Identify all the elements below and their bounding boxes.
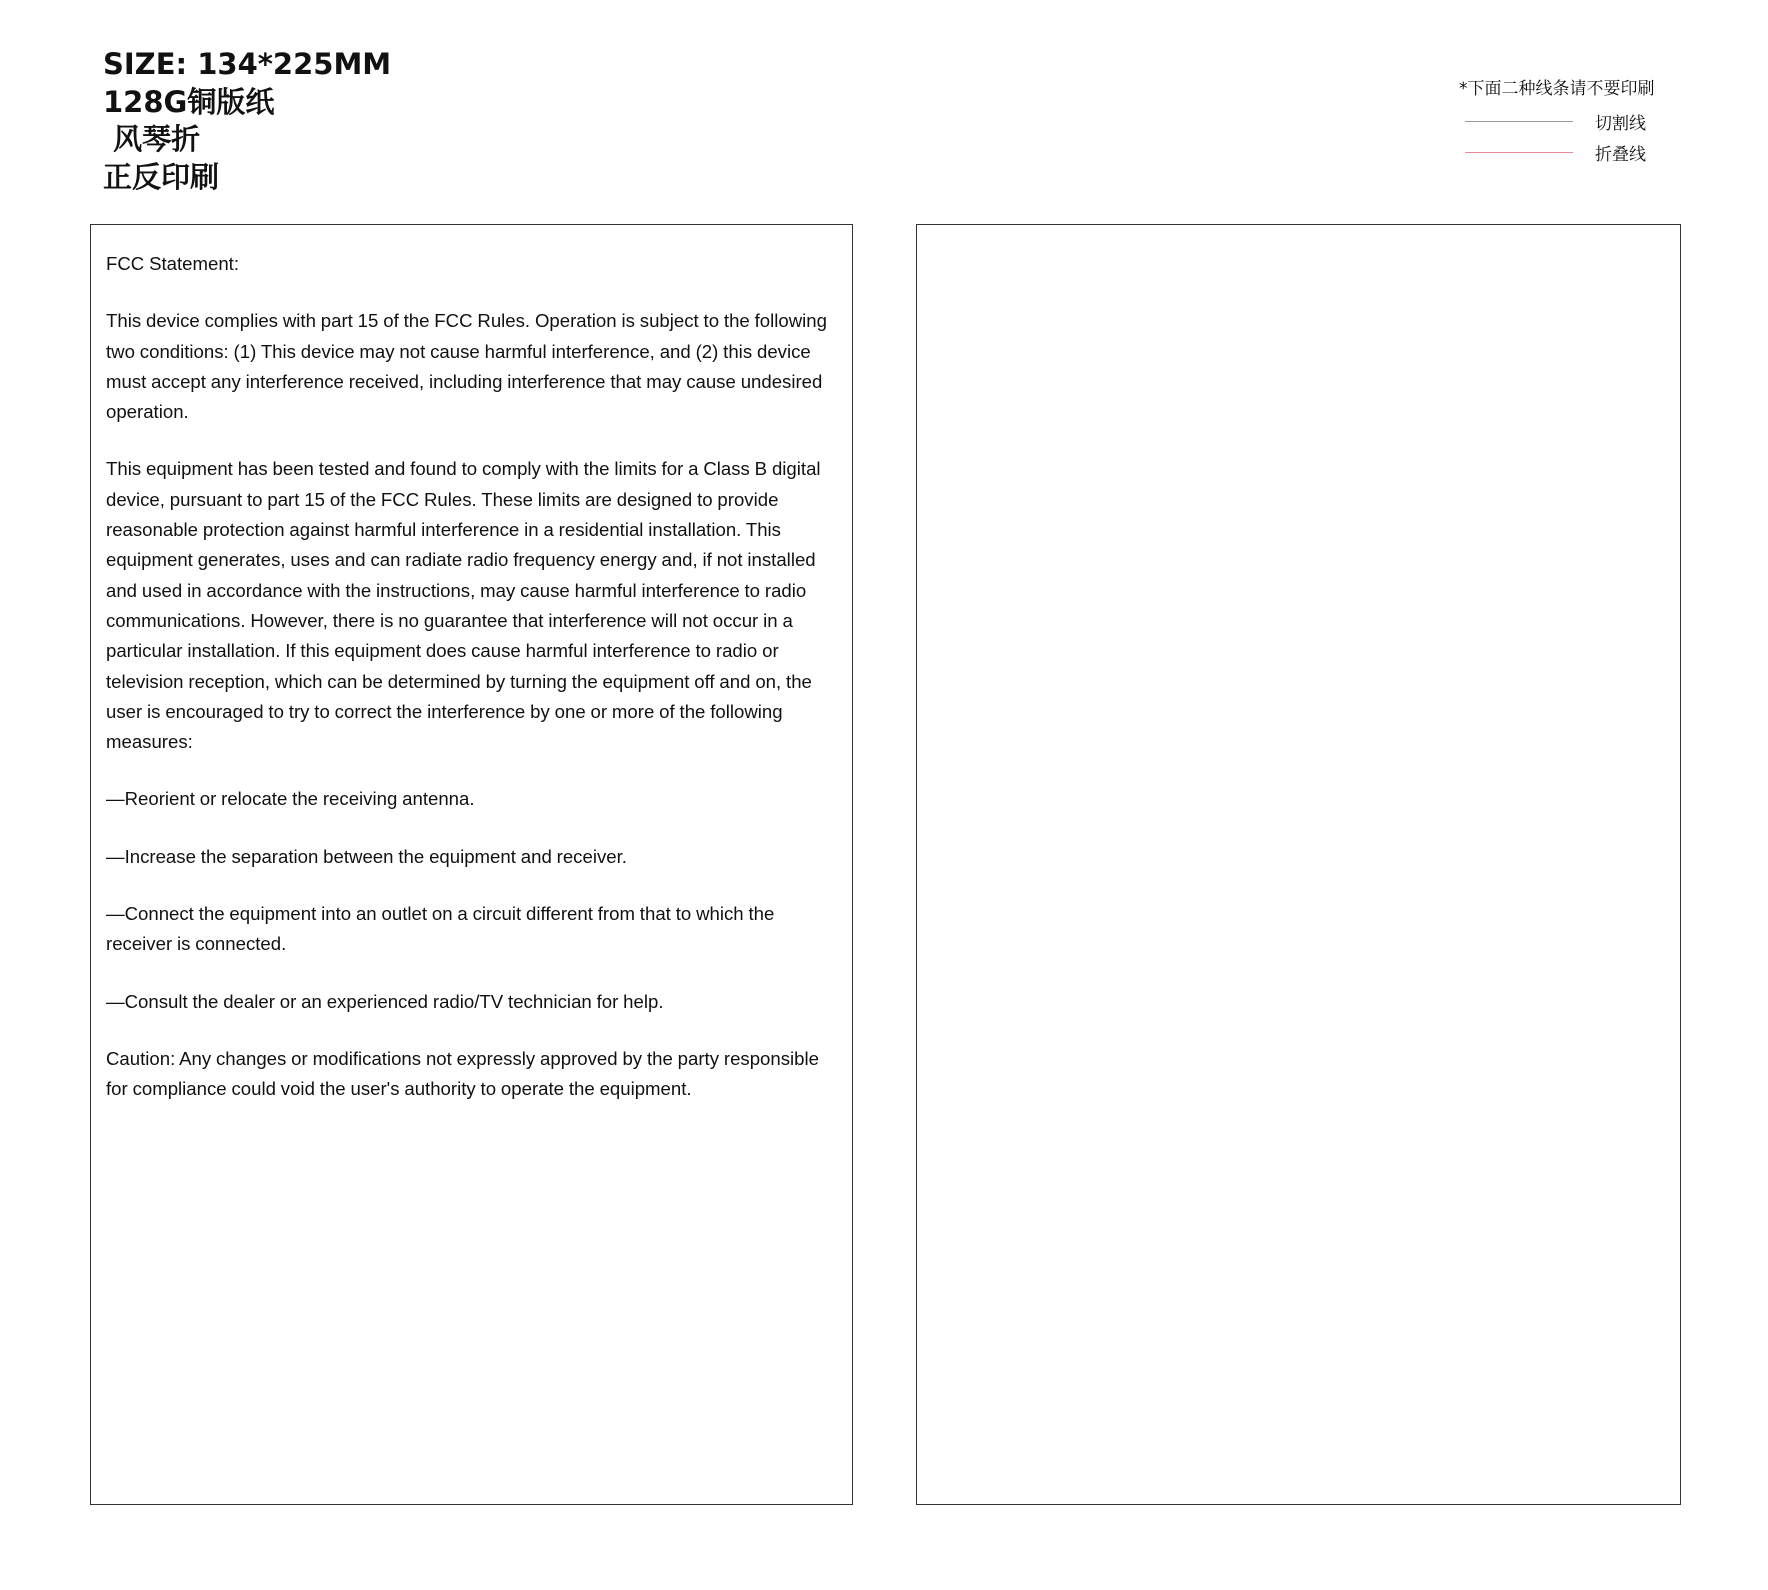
cut-line-sample <box>1465 121 1573 122</box>
cut-line-label: 切割线 <box>1595 114 1646 134</box>
right-panel <box>916 224 1681 1505</box>
spec-print: 正反印刷 <box>103 159 220 194</box>
legend-note: *下面二种线条请不要印刷 <box>1459 79 1655 99</box>
fcc-title: FCC Statement: <box>106 253 239 274</box>
fold-line-label: 折叠线 <box>1595 145 1646 165</box>
left-panel <box>90 224 853 1505</box>
fcc-caution: Caution: Any changes or modifications not expressly approved by the party responsible for compliance could void the user's authority to operate the equipment. <box>106 1047 819 1100</box>
fcc-measure-separation: —Increase the separation between the equipment and receiver. <box>106 845 627 867</box>
fcc-paragraph-class-b: This equipment has been tested and found to comply with the limits for a Class B digital device, pursuant to part 15 of the FCC Rules. These limits are designed to provide reasonable protection against harmful interference in a residential installation. This equipment generates, uses and can radiate radio frequency energy and, if not installed and used in accordance with the instructions, may cause harmful interference to radio communications. However, there is no guarantee that interference will not occur in a particular installation. If this equipment does cause harmful interference to radio or television reception, which can be determined by turning the equipment off and on, the user is encouraged to try to correct the interference by one or more of the following measures: <box>106 458 821 753</box>
spec-size: SIZE: 134*225MM <box>103 47 392 81</box>
legend-cut-line <box>1465 109 1665 134</box>
fcc-measure-outlet: —Connect the equipment into an outlet on a circuit different from that to which the receiver is connected. <box>106 903 775 955</box>
spec-paper: 128G铜版纸 <box>103 84 275 119</box>
spec-fold: 风琴折 <box>103 122 201 156</box>
fcc-measure-consult: —Consult the dealer or an experienced radio/TV technician for help. <box>106 990 664 1012</box>
legend-fold-line <box>1465 140 1665 165</box>
fold-line-sample <box>1465 152 1573 153</box>
print-spec-block <box>103 46 391 196</box>
fcc-statement <box>106 249 841 1132</box>
fcc-measure-reorient: —Reorient or relocate the receiving antenna. <box>106 788 475 810</box>
fcc-paragraph-compliance: This device complies with part 15 of the FCC Rules. Operation is subject to the following two conditions: (1) This device may not cause harmful interference, and (2) this device must accept any interference received, including interference that may cause undesired operation. <box>106 310 827 423</box>
